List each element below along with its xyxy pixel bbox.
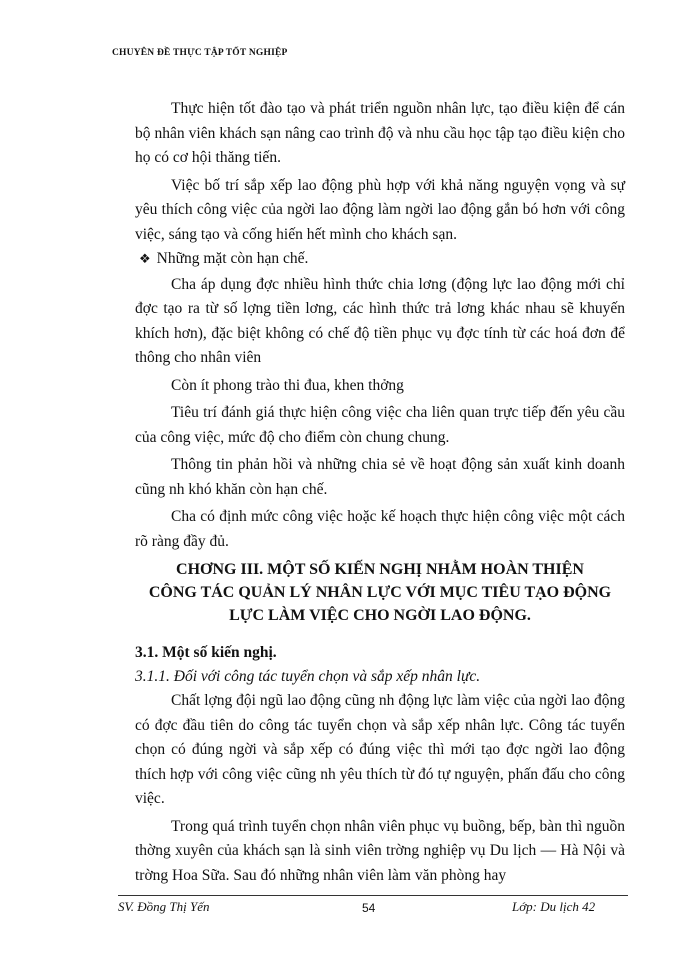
paragraph: Còn ít phong trào thi đua, khen thởng bbox=[171, 376, 404, 394]
page-number: 54 bbox=[362, 901, 376, 915]
footer-class: Lớp: Du lịch 42 bbox=[512, 899, 596, 914]
paragraph: Chất lợng đội ngũ lao động cũng nh động lực làm việc của ngời lao động có đợc đầu tiên do công tác tuyển chọn và sắp xếp nhân lực. Công tác tuyển chọn có đúng ngời và sắp xếp có đúng việc thì mới tạo đợc ngời lao động thích hợp với công việc cũng nh yêu thích từ đó tự nguyện, phấn đấu cho công việc. bbox=[135, 692, 625, 807]
page-header: CHUYÊN ĐỀ THỰC TẬP TỐT NGHIỆP bbox=[112, 48, 288, 58]
paragraph: Việc bố trí sắp xếp lao động phù hợp với khả năng nguyện vọng và sự yêu thích công việc của ngời lao động làm ngời lao động gắn bó hơn với công việc, sáng tạo và cống hiến hết mình cho khách sạn. bbox=[135, 176, 625, 243]
chapter-title bbox=[135, 558, 625, 627]
bullet-heading bbox=[135, 247, 625, 273]
chapter-title-line: CÔNG TÁC QUẢN LÝ NHÂN LỰC VỚI MỤC TIÊU TẠO ĐỘNG bbox=[148, 584, 612, 601]
footer-author: SV. Đồng Thị Yến bbox=[118, 899, 210, 914]
section-heading: 3.1. Một số kiến nghị. bbox=[135, 644, 277, 661]
paragraph: Trong quá trình tuyển chọn nhân viên phục vụ buồng, bếp, bàn thì nguồn thờng xuyên của khách sạn là sinh viên trờng nghiệp vụ Du lịch — Hà Nội và trờng Hoa Sữa. Sau đó những nhân viên làm văn phòng hay bbox=[135, 817, 625, 884]
footer-divider bbox=[118, 895, 628, 896]
paragraph: Cha có định mức công việc hoặc kế hoạch thực hiện công việc một cách rõ ràng đầy đủ. bbox=[135, 508, 625, 550]
chapter-title-line: LỰC LÀM VIỆC CHO NGỜI LAO ĐỘNG. bbox=[229, 607, 531, 624]
paragraph: Thông tin phản hồi và những chia sẻ về hoạt động sản xuất kinh doanh cũng nh khó khăn còn hạn chế. bbox=[135, 456, 625, 498]
paragraph: Tiêu trí đánh giá thực hiện công việc cha liên quan trực tiếp đến yêu cầu của công việc, mức độ cho điểm còn chung chung. bbox=[135, 404, 625, 446]
subsection-heading: 3.1.1. Đối với công tác tuyển chọn và sắp xếp nhân lực. bbox=[135, 668, 481, 685]
paragraph: Thực hiện tốt đào tạo và phát triển nguồn nhân lực, tạo điều kiện để cán bộ nhân viên khách sạn nâng cao trình độ và nhu cầu học tập tạo điều kiện cho họ có cơ hội thăng tiến. bbox=[135, 100, 625, 166]
chapter-title-line: CHƠNG III. MỘT SỐ KIẾN NGHỊ NHẰM HOÀN THIỆN bbox=[176, 561, 584, 578]
paragraph: Cha áp dụng đợc nhiều hình thức chia lơng (động lực lao động mới chỉ đợc tạo ra từ số lợng tiền lơng, các hình thức trả lơng khác nhau sẽ khuyến khích hơn), đặc biệt không có chế độ tiền phục vụ đợc tính từ các hoá đơn để thông cho nhân viên bbox=[135, 275, 625, 366]
page-body bbox=[135, 97, 625, 888]
four-diamond-bullet-icon: ❖ bbox=[139, 252, 151, 267]
bullet-text: Những mặt còn hạn chế. bbox=[156, 250, 309, 267]
